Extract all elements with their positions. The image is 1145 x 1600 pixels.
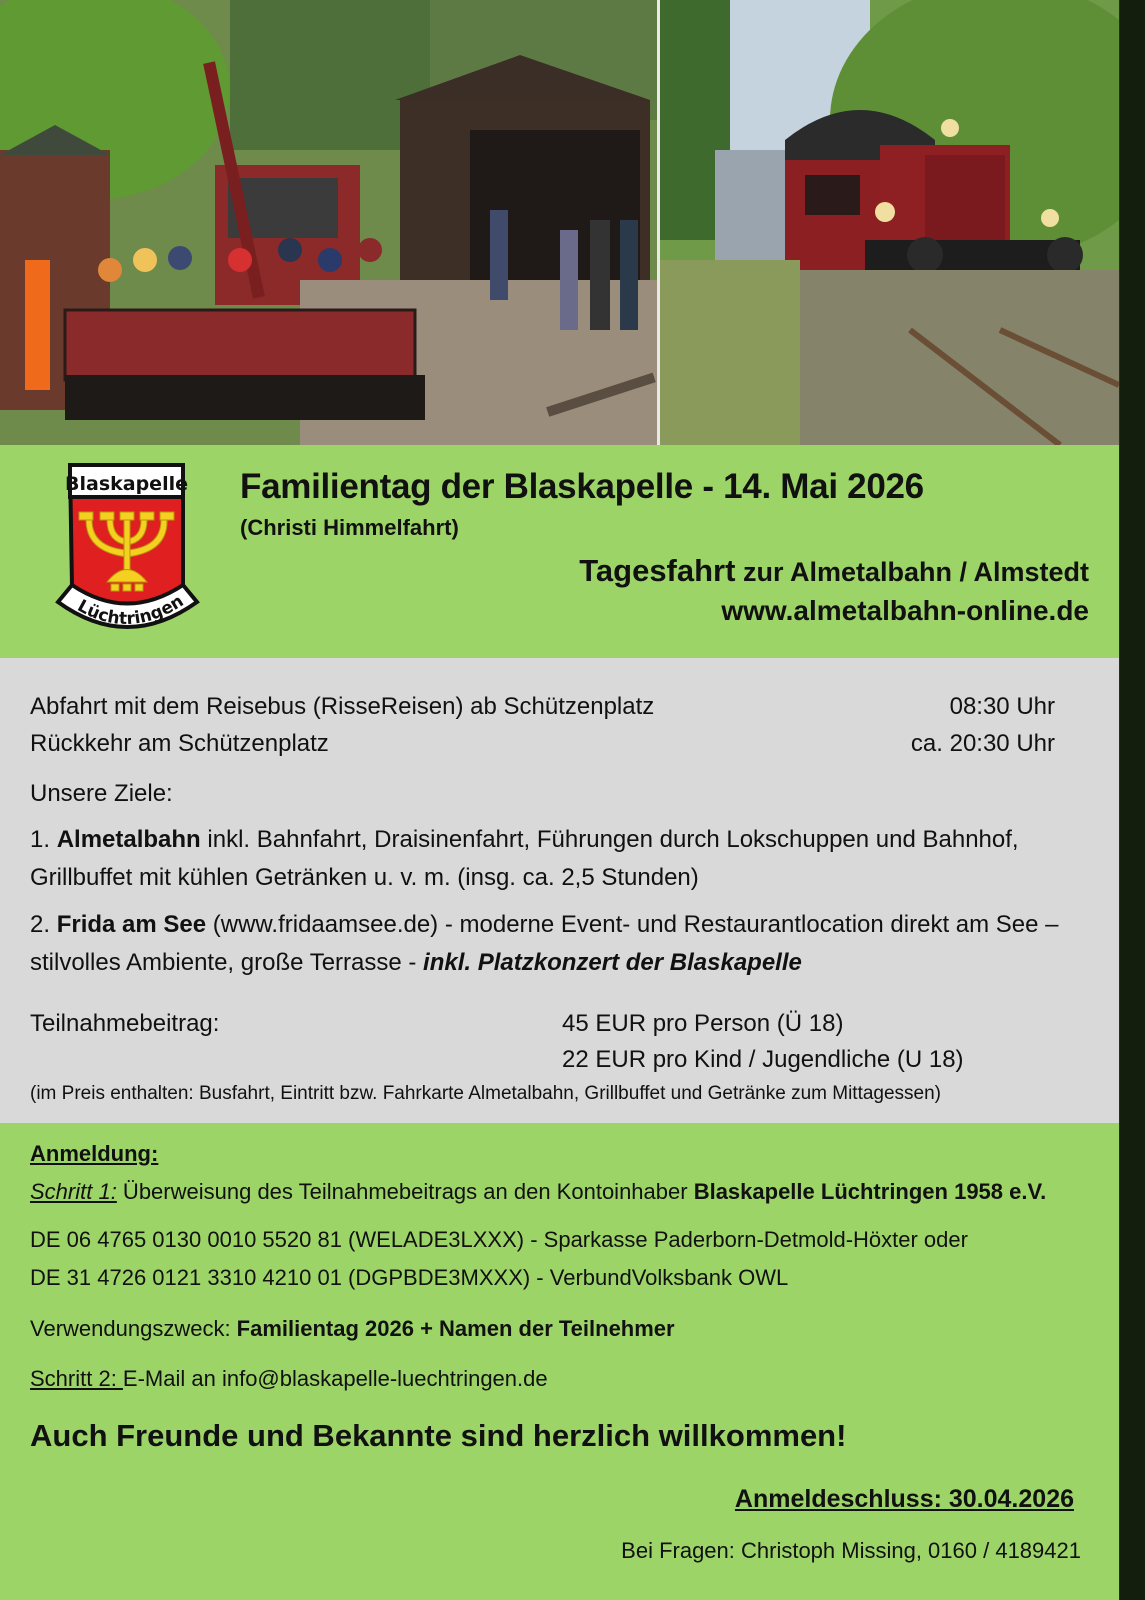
step-2: [30, 1366, 548, 1392]
right-edge-border: [1120, 0, 1145, 1600]
welcome-message: Auch Freunde und Bekannte sind herzlich willkommen!: [30, 1418, 847, 1453]
return-label: Rückkehr am Schützenplatz: [30, 730, 329, 757]
payment-purpose: [30, 1316, 675, 1342]
price-label: Teilnahmebeitrag:: [30, 1010, 220, 1037]
goal-2-number: 2.: [30, 911, 57, 938]
step-2-label: Schritt 2:: [30, 1366, 123, 1391]
trip-description: [579, 553, 1089, 589]
goal-1: [30, 821, 1049, 897]
goal-2-name: Frida am See: [56, 911, 207, 938]
return-row: [30, 730, 1055, 758]
svg-text:Lüchtringen: Lüchtringen: [74, 591, 188, 630]
departure-time: 08:30 Uhr: [949, 693, 1055, 720]
departure-row: [30, 693, 1055, 721]
return-time: ca. 20:30 Uhr: [910, 730, 1055, 757]
goal-2-text: (www.fridaamsee.de) - moderne Event- und Restaurantlocation direkt am See – stilvolles Ambiente, große Terrasse -: [30, 911, 1059, 976]
header-section: [0, 445, 1119, 658]
price-child: 22 EUR pro Kind / Jugendliche (U 18): [562, 1046, 964, 1073]
photo-locomotive: [660, 0, 1119, 445]
coat-of-arms-icon: [55, 457, 200, 642]
bank-account-1: DE 06 4765 0130 0010 5520 81 (WELADE3LXXX) - Sparkasse Paderborn-Detmold-Höxter oder: [30, 1227, 968, 1252]
almetalbahn-link[interactable]: www.almetalbahn-online.de: [721, 595, 1089, 626]
event-title: Familientag der Blaskapelle - 14. Mai 2026: [240, 467, 924, 506]
step-1-label: Schritt 1:: [30, 1179, 117, 1204]
registration-heading-text: Anmeldung:: [30, 1141, 159, 1166]
registration-deadline: Anmeldeschluss: 30.04.2026: [734, 1485, 1074, 1513]
step-1-text: Überweisung des Teilnahmebeitrags an den Kontoinhaber: [116, 1179, 694, 1204]
goal-1-number: 1.: [30, 826, 57, 853]
step-2-email[interactable]: E-Mail an info@blaskapelle-luechtringen.de: [122, 1366, 548, 1391]
locomotive-illustration: [660, 0, 1119, 445]
event-subtitle: (Christi Himmelfahrt): [240, 515, 459, 540]
purpose-label: Verwendungszweck:: [30, 1316, 237, 1341]
photo-banner: [0, 0, 1119, 445]
price-adult: 45 EUR pro Person (Ü 18): [562, 1010, 844, 1037]
trip-lead: Tagesfahrt: [579, 553, 736, 588]
photo-rail-trolley-crowd: [0, 0, 657, 445]
rail-trolley-illustration: [0, 0, 657, 445]
info-section: [0, 658, 1119, 1123]
goal-1-name: Almetalbahn: [56, 826, 201, 853]
goals-heading: Unsere Ziele:: [30, 780, 173, 807]
registration-section: [0, 1123, 1119, 1600]
registration-heading: [30, 1141, 158, 1167]
goal-2: [30, 906, 1089, 982]
blaskapelle-logo: [55, 457, 200, 642]
svg-text:Blaskapelle: Blaskapelle: [65, 473, 188, 495]
price-note: (im Preis enthalten: Busfahrt, Eintritt bzw. Fahrkarte Almetalbahn, Grillbuffet und Getränke zum Mittagessen): [30, 1083, 942, 1104]
bank-account-2: DE 31 4726 0121 3310 4210 01 (DGPBDE3MXXX) - VerbundVolksbank OWL: [30, 1265, 789, 1290]
purpose-value: Familientag 2026 + Namen der Teilnehmer: [236, 1316, 675, 1341]
goal-1-text: inkl. Bahnfahrt, Draisinenfahrt, Führungen durch Lokschuppen und Bahnhof, Grillbuffet mit kühlen Getränken u. v. m. (insg. ca. 2,5 Stunden): [30, 826, 1019, 891]
departure-label: Abfahrt mit dem Reisebus (RisseReisen) ab Schützenplatz: [30, 693, 655, 720]
step-1: [30, 1179, 1046, 1205]
trip-destination: zur Almetalbahn / Almstedt: [735, 557, 1089, 587]
goal-2-highlight: inkl. Platzkonzert der Blaskapelle: [423, 949, 802, 976]
contact-info: Bei Fragen: Christoph Missing, 0160 / 4189421: [621, 1538, 1081, 1563]
account-holder: Blaskapelle Lüchtringen 1958 e.V.: [693, 1179, 1047, 1204]
